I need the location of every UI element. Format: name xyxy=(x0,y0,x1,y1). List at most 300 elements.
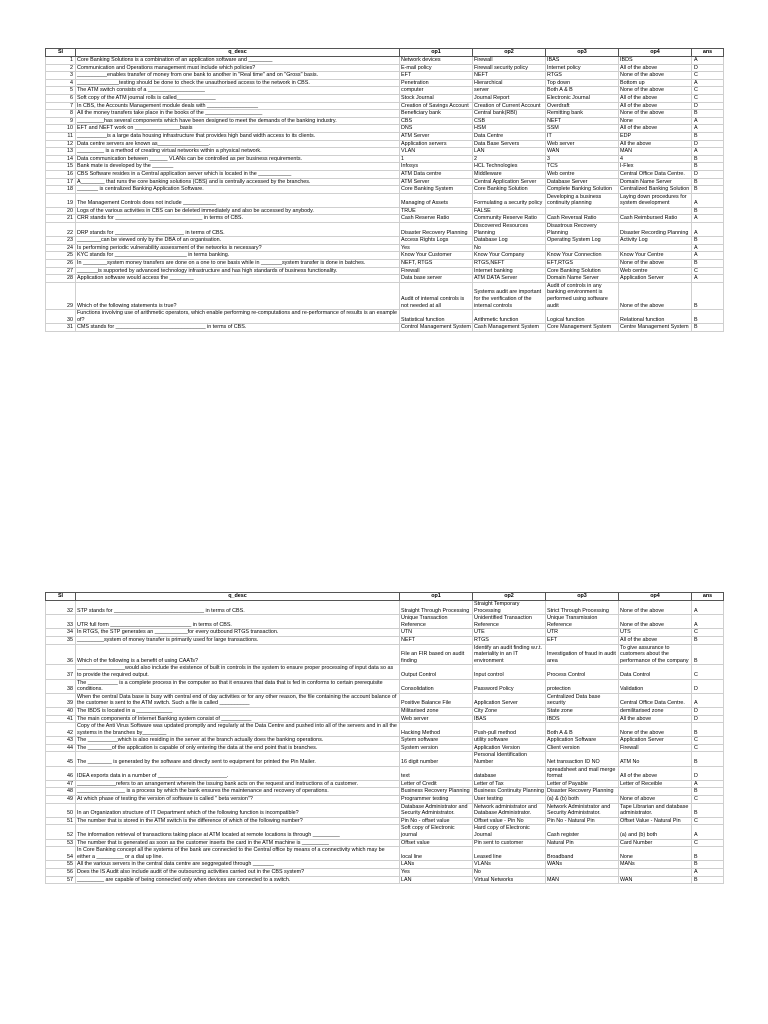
table-row xyxy=(46,737,724,745)
option-3-cell: UTR xyxy=(546,629,619,637)
answer-cell: A xyxy=(692,57,724,65)
answer-cell: B xyxy=(692,788,724,796)
question-cell: Functions involving use of arithmetic operators, which enable performing re-computations and re-performance of results is an example of? xyxy=(76,310,400,324)
header-sl: Sl xyxy=(46,593,76,601)
sl-cell: 6 xyxy=(46,94,76,102)
question-cell: Which of the following is a benefit of using CAATs? xyxy=(76,644,400,665)
option-1-cell: TRUE xyxy=(400,207,473,215)
option-3-cell: Application Software xyxy=(546,737,619,745)
option-1-cell: Sytem software xyxy=(400,737,473,745)
sl-cell: 13 xyxy=(46,148,76,156)
table-row xyxy=(46,615,724,629)
sl-cell: 41 xyxy=(46,715,76,723)
table-row xyxy=(46,252,724,260)
option-2-cell: Internet banking xyxy=(473,267,546,275)
question-cell: The ATM switch consists of a ___________________ xyxy=(76,87,400,95)
option-4-cell: Disaster Recording Planning xyxy=(619,223,692,237)
sl-cell: 40 xyxy=(46,707,76,715)
option-2-cell: RTGS,NEFT xyxy=(473,260,546,268)
option-2-cell: Cash Management System xyxy=(473,324,546,332)
option-4-cell: None xyxy=(619,847,692,861)
option-4-cell: None of above xyxy=(619,796,692,804)
option-3-cell: MAN xyxy=(546,876,619,884)
table-row xyxy=(46,744,724,752)
option-2-cell: Identify an audit finding w.r.t. materiality in an IT environment xyxy=(473,644,546,665)
table-row xyxy=(46,117,724,125)
option-2-cell: 2 xyxy=(473,155,546,163)
answer-cell: D xyxy=(692,140,724,148)
answer-cell: B xyxy=(692,186,724,194)
option-2-cell: Push-pull method xyxy=(473,723,546,737)
answer-cell: A xyxy=(692,275,724,283)
sl-cell: 3 xyxy=(46,72,76,80)
option-2-cell: server xyxy=(473,87,546,95)
table-row xyxy=(46,87,724,95)
option-4-cell: All of the above xyxy=(619,125,692,133)
question-cell: A________ that runs the core banking solutions (CBS) and is centrally accessed by the branches. xyxy=(76,178,400,186)
option-3-cell: Letter of Payable xyxy=(546,780,619,788)
option-4-cell: Centre Management System xyxy=(619,324,692,332)
answer-cell: B xyxy=(692,132,724,140)
option-3-cell: spreadsheet and mail merge format xyxy=(546,766,619,780)
table-row xyxy=(46,140,724,148)
option-4-cell: Central Office Data Centre. xyxy=(619,170,692,178)
table-row xyxy=(46,282,724,309)
option-4-cell: Card Number xyxy=(619,839,692,847)
table-row xyxy=(46,796,724,804)
sl-cell: 17 xyxy=(46,178,76,186)
option-4-cell: None of the above xyxy=(619,87,692,95)
question-cell: EFT and NEFT work on _______________basis xyxy=(76,125,400,133)
sl-cell: 5 xyxy=(46,87,76,95)
option-4-cell: demilitarised zone xyxy=(619,707,692,715)
question-cell: The Management Controls does not include ___________ xyxy=(76,193,400,207)
option-1-cell: EFT xyxy=(400,72,473,80)
answer-cell: A xyxy=(692,780,724,788)
table-row xyxy=(46,803,724,817)
option-1-cell: Militarised zone xyxy=(400,707,473,715)
option-1-cell: Access Rights Logs xyxy=(400,237,473,245)
option-3-cell xyxy=(546,868,619,876)
option-3-cell: Net transaction ID NO xyxy=(546,752,619,766)
question-cell: Data centre servers are known as_________________. xyxy=(76,140,400,148)
answer-cell: B xyxy=(692,110,724,118)
option-3-cell: Core Banking Solution xyxy=(546,267,619,275)
option-2-cell: NEFT xyxy=(473,72,546,80)
sl-cell: 9 xyxy=(46,117,76,125)
question-table xyxy=(45,48,724,332)
answer-cell: D xyxy=(692,707,724,715)
option-4-cell: WAN xyxy=(619,876,692,884)
option-4-cell: Data Control xyxy=(619,665,692,679)
option-1-cell: computer xyxy=(400,87,473,95)
question-cell: Is performing periodic vulnerability assessment of the networks is necessary? xyxy=(76,244,400,252)
answer-cell: C xyxy=(692,839,724,847)
option-4-cell: Offset Value - Natural Pin xyxy=(619,817,692,825)
option-4-cell: MANs xyxy=(619,861,692,869)
question-cell: Copy of the Anti Virus Software was updated promptly and regularly at the Data Centre and pushed into all of the servers and in all the systems in the branches by________ xyxy=(76,723,400,737)
question-cell: The ________of the application is capable of only entering the data at the end point that is branches. xyxy=(76,744,400,752)
option-1-cell: Disaster Recovery Planning xyxy=(400,223,473,237)
option-4-cell: Tape Librarian and database administrator. xyxy=(619,803,692,817)
option-4-cell xyxy=(619,788,692,796)
option-2-cell: Core Banking Solution xyxy=(473,186,546,194)
question-cell: In RTGS, the STP generates an ___________for every outbound RTGS transaction. xyxy=(76,629,400,637)
table-row xyxy=(46,64,724,72)
option-2-cell: Firewall xyxy=(473,57,546,65)
option-2-cell: Formulating a security policy xyxy=(473,193,546,207)
sl-cell: 55 xyxy=(46,861,76,869)
option-2-cell: Data Centre xyxy=(473,132,546,140)
table-row xyxy=(46,132,724,140)
question-cell: All the money transfers take place in the books of the ___________________ xyxy=(76,110,400,118)
header-row xyxy=(46,593,724,601)
option-2-cell: HSM xyxy=(473,125,546,133)
table-row xyxy=(46,601,724,615)
option-1-cell: Programmer testing xyxy=(400,796,473,804)
option-4-cell: I-Flex xyxy=(619,163,692,171)
header-ans: ans xyxy=(692,49,724,57)
option-4-cell: MAN xyxy=(619,148,692,156)
sl-cell: 52 xyxy=(46,825,76,839)
question-table-page-1 xyxy=(45,48,723,332)
option-1-cell: Stock Journal xyxy=(400,94,473,102)
option-3-cell: Disastrous Recovery Planning xyxy=(546,223,619,237)
sl-cell: 56 xyxy=(46,868,76,876)
sl-cell: 1 xyxy=(46,57,76,65)
answer-cell: C xyxy=(692,94,724,102)
option-2-cell: Arithmetic function xyxy=(473,310,546,324)
table-row xyxy=(46,723,724,737)
sl-cell: 10 xyxy=(46,125,76,133)
sl-cell: 43 xyxy=(46,737,76,745)
option-4-cell: ATM No xyxy=(619,752,692,766)
table-row xyxy=(46,275,724,283)
option-4-cell: All the above xyxy=(619,140,692,148)
option-2-cell: Systems audit are important for the verification of the internal controls xyxy=(473,282,546,309)
sl-cell: 25 xyxy=(46,252,76,260)
answer-cell: A xyxy=(692,125,724,133)
option-4-cell: Validation xyxy=(619,679,692,693)
table-row xyxy=(46,267,724,275)
option-4-cell: Application Server xyxy=(619,275,692,283)
option-3-cell: IBAS xyxy=(546,57,619,65)
option-1-cell: NEFT, RTGS xyxy=(400,260,473,268)
option-1-cell: Data base server xyxy=(400,275,473,283)
option-1-cell: NEFT xyxy=(400,636,473,644)
sl-cell: 4 xyxy=(46,79,76,87)
option-3-cell: SSM xyxy=(546,125,619,133)
sl-cell: 46 xyxy=(46,766,76,780)
option-1-cell: Web server xyxy=(400,715,473,723)
answer-cell: C xyxy=(692,665,724,679)
table-row xyxy=(46,215,724,223)
option-1-cell: Creation of Savings Account xyxy=(400,102,473,110)
option-2-cell: VLANs xyxy=(473,861,546,869)
question-cell: In ________system money transfers are done on a one to one basis while in _______system transfer is done in batches. xyxy=(76,260,400,268)
table-row xyxy=(46,825,724,839)
option-3-cell: TCS xyxy=(546,163,619,171)
option-4-cell: None of the above xyxy=(619,615,692,629)
option-3-cell: WAN xyxy=(546,148,619,156)
option-2-cell: Hierarchical xyxy=(473,79,546,87)
header-op3: op3 xyxy=(546,49,619,57)
option-1-cell: Beneficiary bank xyxy=(400,110,473,118)
option-2-cell: database xyxy=(473,766,546,780)
option-3-cell: Audit of controls in any banking environment is performed using software audit xyxy=(546,282,619,309)
question-cell: ______________testing should be done to check the unauthorised access to the network in CBS. xyxy=(76,79,400,87)
table-row xyxy=(46,839,724,847)
answer-cell: D xyxy=(692,715,724,723)
table-row xyxy=(46,186,724,194)
question-cell: _________ are capable of being connected only when devices are connected to a switch. xyxy=(76,876,400,884)
answer-cell: A xyxy=(692,117,724,125)
question-cell: _________has several components which have been designed to meet the demands of the banking industry. xyxy=(76,117,400,125)
sl-cell: 19 xyxy=(46,193,76,207)
option-1-cell: File an FIR based on audit finding xyxy=(400,644,473,665)
question-cell: In CBS, the Accounts Management module deals with _________________ xyxy=(76,102,400,110)
table-row xyxy=(46,644,724,665)
option-2-cell: Central bank(RBI) xyxy=(473,110,546,118)
answer-cell: D xyxy=(692,679,724,693)
option-2-cell: utility software xyxy=(473,737,546,745)
table-row xyxy=(46,102,724,110)
header-op4: op4 xyxy=(619,593,692,601)
header-q-desc: q_desc xyxy=(76,49,400,57)
option-4-cell: None of the above xyxy=(619,72,692,80)
question-cell: Core Banking Solutions is a combination of an application software and ________ xyxy=(76,57,400,65)
option-2-cell: IBAS xyxy=(473,715,546,723)
header-ans: ans xyxy=(692,593,724,601)
question-cell: CMS stands for ______________________________ in terms of CBS. xyxy=(76,324,400,332)
option-2-cell: Virtual Networks xyxy=(473,876,546,884)
option-4-cell: Domain Name Server xyxy=(619,178,692,186)
option-2-cell: Offset value - Pin No xyxy=(473,817,546,825)
option-4-cell: None of the above xyxy=(619,723,692,737)
answer-cell: C xyxy=(692,87,724,95)
option-4-cell: Laying down procedures for system development xyxy=(619,193,692,207)
question-cell: Bank mate is developed by the _______ xyxy=(76,163,400,171)
option-2-cell: UTE xyxy=(473,629,546,637)
option-1-cell: Consolidation xyxy=(400,679,473,693)
answer-cell: B xyxy=(692,636,724,644)
option-2-cell: Personal Identification Number xyxy=(473,752,546,766)
option-4-cell xyxy=(619,207,692,215)
table-row xyxy=(46,237,724,245)
table-row xyxy=(46,79,724,87)
table-row xyxy=(46,57,724,65)
table-row xyxy=(46,636,724,644)
sl-cell: 53 xyxy=(46,839,76,847)
option-3-cell: Web server xyxy=(546,140,619,148)
question-cell: All the various servers in the central data centre are seggregated through _______ xyxy=(76,861,400,869)
sl-cell: 14 xyxy=(46,155,76,163)
option-1-cell: Unique Transaction Reference xyxy=(400,615,473,629)
option-4-cell: Relational function xyxy=(619,310,692,324)
header-row xyxy=(46,49,724,57)
option-3-cell: Operating System Log xyxy=(546,237,619,245)
answer-cell: A xyxy=(692,825,724,839)
option-3-cell: Client version xyxy=(546,744,619,752)
header-op1: op1 xyxy=(400,49,473,57)
sl-cell: 38 xyxy=(46,679,76,693)
question-cell: The IBDS is located in a ____________ xyxy=(76,707,400,715)
option-4-cell: All of the above xyxy=(619,102,692,110)
answer-cell: C xyxy=(692,72,724,80)
option-4-cell: Firewall xyxy=(619,744,692,752)
question-cell: At which phase of testing the version of software is called " beta version"? xyxy=(76,796,400,804)
answer-cell: C xyxy=(692,737,724,745)
answer-cell: A xyxy=(692,615,724,629)
option-1-cell: ATM Server xyxy=(400,178,473,186)
header-q-desc: q_desc xyxy=(76,593,400,601)
option-1-cell: Pin No - offset value xyxy=(400,817,473,825)
question-cell: Application software would access the ________ xyxy=(76,275,400,283)
table-row xyxy=(46,163,724,171)
table-row xyxy=(46,110,724,118)
option-2-cell: Business Continuity Planning xyxy=(474,788,544,795)
sl-cell: 47 xyxy=(46,780,76,788)
option-3-cell: Database Server xyxy=(546,178,619,186)
option-2-cell: Unidentified Transaction Reference xyxy=(473,615,546,629)
answer-cell: B xyxy=(692,723,724,737)
option-3-cell: Both A & B xyxy=(546,723,619,737)
question-cell: CRR stands for _____________________________ in terms of CBS. xyxy=(76,215,400,223)
table-row xyxy=(46,148,724,156)
sl-cell: 21 xyxy=(46,215,76,223)
option-4-cell xyxy=(619,868,692,876)
option-1-cell: Output Control xyxy=(400,665,473,679)
option-3-cell: Centralized Data base security xyxy=(546,693,619,707)
answer-cell: B xyxy=(692,163,724,171)
option-4-cell: All of the above xyxy=(619,766,692,780)
option-4-cell: Central Office Data Centre. xyxy=(619,693,692,707)
answer-cell: B xyxy=(692,752,724,766)
sl-cell: 50 xyxy=(46,803,76,817)
option-3-cell: WANs xyxy=(546,861,619,869)
answer-cell: A xyxy=(692,193,724,207)
answer-cell: D xyxy=(692,170,724,178)
option-4-cell: All of the above xyxy=(619,64,692,72)
option-3-cell: Both A & B xyxy=(546,87,619,95)
option-2-cell: ATM DATA Server xyxy=(473,275,546,283)
sl-cell: 26 xyxy=(46,260,76,268)
option-4-cell: 4 xyxy=(619,155,692,163)
option-1-cell: Cash Reserve Ratio xyxy=(400,215,473,223)
option-2-cell: Leased line xyxy=(473,847,546,861)
question-cell: In an Organization structure of IT Department which of the following function is incompatible? xyxy=(76,803,400,817)
question-cell: The __________ is a complete process in the computer so that it ensures that data that is fed in conforms to certain prerequisite conditions. xyxy=(76,679,400,693)
table-row xyxy=(46,766,724,780)
question-cell: UTR full form ___________________________ in terms of CBS. xyxy=(76,615,400,629)
sl-cell: 16 xyxy=(46,170,76,178)
question-cell: ________________would also include the existence of built in controls in the system to ensure proper processing of input data so as to provide the required output. xyxy=(76,665,400,679)
question-cell: _____________refers to an arrangement wherein the issuing bank acts on the request and instructions of a customer. xyxy=(76,780,400,788)
answer-cell: D xyxy=(692,102,724,110)
answer-cell: C xyxy=(692,629,724,637)
answer-cell: A xyxy=(692,601,724,615)
table-row xyxy=(46,693,724,707)
option-4-cell: (a) and (b) both xyxy=(619,825,692,839)
answer-cell: D xyxy=(692,766,724,780)
answer-cell: A xyxy=(692,223,724,237)
option-1-cell: Firewall xyxy=(400,267,473,275)
option-1-cell: Core Banking System xyxy=(400,186,473,194)
answer-cell: D xyxy=(692,64,724,72)
sl-cell: 15 xyxy=(46,163,76,171)
question-cell: Communication and Operations management must include which policies? xyxy=(76,64,400,72)
table-row xyxy=(46,170,724,178)
option-3-cell: Cash register xyxy=(546,825,619,839)
header-sl: Sl xyxy=(46,49,76,57)
option-2-cell: Know Your Company xyxy=(473,252,546,260)
option-2-cell: Journal Report xyxy=(473,94,546,102)
table-row xyxy=(46,861,724,869)
option-2-cell: Firewall security policy xyxy=(473,64,546,72)
option-3-cell: Web centre xyxy=(546,170,619,178)
option-1-cell: ATM Data centre xyxy=(400,170,473,178)
header-op3: op3 xyxy=(546,593,619,601)
option-1-cell: Soft copy of Electronic journal xyxy=(400,825,473,839)
answer-cell: B xyxy=(692,324,724,332)
question-cell: CBS Software resides in a Central application server which is located in the ___________ xyxy=(76,170,400,178)
option-2-cell: Middleware xyxy=(473,170,546,178)
option-3-cell: Cash Reversal Ratio xyxy=(546,215,619,223)
option-3-cell: Strict Through Processing xyxy=(546,601,619,615)
sl-cell: 27 xyxy=(46,267,76,275)
option-2-cell: City Zone xyxy=(473,707,546,715)
sl-cell: 57 xyxy=(46,876,76,884)
question-cell: ________can be viewed only by the DBA of an organisation. xyxy=(76,237,400,245)
option-1-cell: UTN xyxy=(400,629,473,637)
option-1-cell: local line xyxy=(400,847,473,861)
option-2-cell: Network administrator and Database Administrator. xyxy=(473,803,546,817)
answer-cell: C xyxy=(692,267,724,275)
option-3-cell: State zone xyxy=(546,707,619,715)
table-row xyxy=(46,310,724,324)
option-1-cell: Penetration xyxy=(400,79,473,87)
option-4-cell: Letter of Receible xyxy=(619,780,692,788)
option-3-cell: Network Administrator and Security Administrator. xyxy=(546,803,619,817)
table-row xyxy=(46,260,724,268)
table-row xyxy=(46,752,724,766)
answer-cell: A xyxy=(692,148,724,156)
option-1-cell: Offset value xyxy=(400,839,473,847)
sl-cell: 45 xyxy=(46,752,76,766)
question-cell: _______is supported by advanced technology infrastructure and has high standards of business functionality. xyxy=(76,267,400,275)
option-3-cell: EFT xyxy=(546,636,619,644)
option-3-cell: Top down xyxy=(546,79,619,87)
option-3-cell: protection xyxy=(546,679,619,693)
option-1-cell: 16 digit number xyxy=(400,752,473,766)
sl-cell: 22 xyxy=(46,223,76,237)
sl-cell: 33 xyxy=(46,615,76,629)
option-2-cell: Input control xyxy=(473,665,546,679)
option-1-cell: ATM Server xyxy=(400,132,473,140)
answer-cell: B xyxy=(692,876,724,884)
question-cell: Logs of the various activities in CBS can be deleted immediately and also be accessed by anybody. xyxy=(76,207,400,215)
question-cell: The main components of Internet Banking system consist of __________ xyxy=(76,715,400,723)
answer-cell: B xyxy=(692,260,724,268)
table-row xyxy=(46,847,724,861)
sl-cell: 31 xyxy=(46,324,76,332)
answer-cell: B xyxy=(692,847,724,861)
answer-cell: B xyxy=(692,207,724,215)
question-cell: _________system of money transfer is primarily used for large transactions. xyxy=(76,636,400,644)
table-row xyxy=(46,207,724,215)
table-row xyxy=(46,629,724,637)
option-3-cell: Know Your Connection xyxy=(546,252,619,260)
